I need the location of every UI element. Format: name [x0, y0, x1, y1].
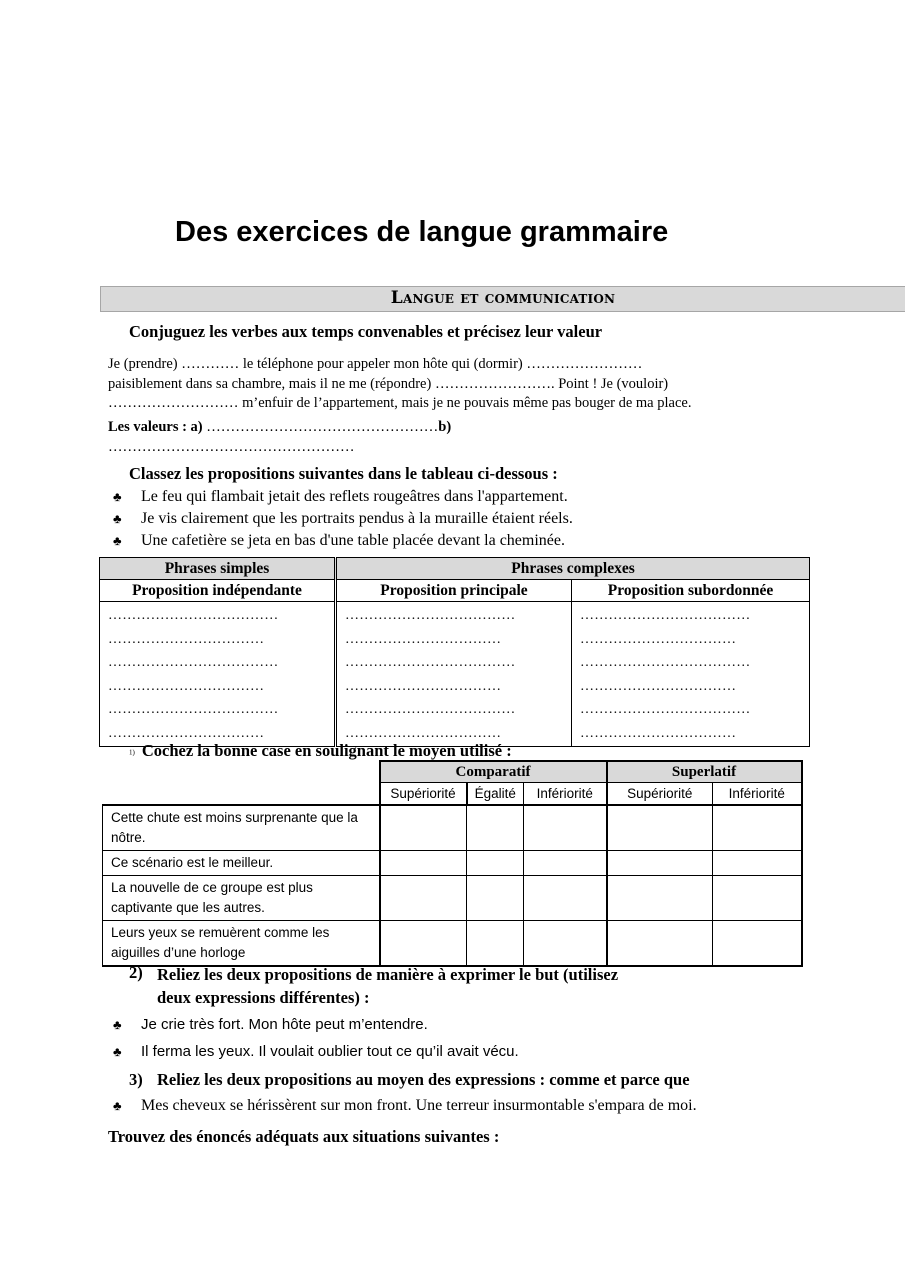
- sentence-label: Leurs yeux se remuèrent comme les aiguilles d’une horloge: [103, 921, 380, 967]
- check-cell[interactable]: [607, 921, 713, 967]
- subcol-superlatif-superiorite: Supériorité: [607, 783, 713, 806]
- classification-table: [99, 557, 810, 747]
- list-item: ♣ Mes cheveux se hérissèrent sur mon front. Une terreur insurmontable s'empara de moi.: [113, 1095, 697, 1117]
- table-row: [103, 851, 802, 876]
- comparison-table: [102, 760, 803, 967]
- list-item: ♣ Il ferma les yeux. Il voulait oublier tout ce qu’il avait vécu.: [113, 1038, 519, 1065]
- check-cell[interactable]: [467, 921, 524, 967]
- section-band: [100, 286, 905, 312]
- exercise-4-heading: Reliez les deux propositions de manière à exprimer le but (utilisez deux expressions différentes) :: [157, 965, 619, 1007]
- sentence-label: Ce scénario est le meilleur.: [103, 851, 380, 876]
- exercise-6-heading: Trouvez des énoncés adéquats aux situations suivantes :: [108, 1127, 500, 1146]
- club-icon: ♣: [113, 489, 122, 504]
- exercise-3-heading: Cochez la bonne case en soulignant le moyen utilisé :: [141, 741, 512, 760]
- check-cell[interactable]: [607, 876, 713, 921]
- check-cell[interactable]: [467, 876, 524, 921]
- exercise-1-heading: Conjuguez les verbes aux temps convenables et précisez leur valeur: [129, 322, 603, 341]
- check-cell[interactable]: [713, 876, 802, 921]
- subcol-comparatif-inferiorite: Infériorité: [524, 783, 607, 806]
- check-cell[interactable]: [467, 851, 524, 876]
- check-cell[interactable]: [524, 851, 607, 876]
- valeurs-block: [108, 418, 451, 457]
- exercise-2-heading: Classez les propositions suivantes dans le tableau ci-dessous :: [129, 464, 558, 483]
- exercise-3-heading-row: [129, 741, 512, 761]
- exercise-5-heading: Reliez les deux propositions au moyen des expressions : comme et parce que: [157, 1070, 690, 1089]
- header-phrases-complexes: Phrases complexes: [336, 558, 810, 580]
- section-band-label: Langue et communication: [390, 288, 616, 308]
- check-cell[interactable]: [467, 805, 524, 851]
- check-cell[interactable]: [524, 805, 607, 851]
- table-row: [103, 805, 802, 851]
- check-cell[interactable]: [524, 876, 607, 921]
- check-cell[interactable]: [713, 851, 802, 876]
- sentence-label: La nouvelle de ce groupe est plus captivante que les autres.: [103, 876, 380, 921]
- col-proposition-subordonnee: Proposition subordonnée: [572, 580, 810, 602]
- exercise-1-line: Je (prendre) ………… le téléphone pour appeler mon hôte qui (dormir) ……………………: [108, 356, 643, 372]
- valeurs-dots-b: ……………………………………………: [108, 438, 355, 455]
- table-row: [103, 921, 802, 967]
- list-item: ♣ Je vis clairement que les portraits pendus à la muraille étaient réels.: [113, 508, 573, 530]
- club-icon: ♣: [113, 511, 122, 526]
- exercise-2-bullets: [113, 486, 573, 552]
- answer-cell-principale[interactable]: ……………………………… …………………………… ……………………………… …………………………… ……………………………… ……………………………: [336, 602, 572, 747]
- check-cell[interactable]: [713, 921, 802, 967]
- group-superlatif: Superlatif: [607, 761, 802, 783]
- exercise-5-bullets: [113, 1095, 697, 1117]
- check-cell[interactable]: [607, 851, 713, 876]
- check-cell[interactable]: [380, 851, 467, 876]
- header-phrases-simples: Phrases simples: [100, 558, 336, 580]
- club-icon: ♣: [113, 1044, 122, 1059]
- subcol-comparatif-egalite: Égalité: [467, 783, 524, 806]
- club-icon: ♣: [113, 1098, 122, 1113]
- exercise-4-number: 2): [129, 963, 143, 982]
- exercise-1-line: ……………………… m’enfuir de l’appartement, mais je ne pouvais même pas bouger de ma place.: [108, 395, 692, 411]
- check-cell[interactable]: [524, 921, 607, 967]
- check-cell[interactable]: [380, 921, 467, 967]
- exercise-1-line: paisiblement dans sa chambre, mais il ne me (répondre) ……………………. Point ! Je (vouloir): [108, 375, 669, 392]
- answer-cell-subordonnee[interactable]: ……………………………… …………………………… ……………………………… …………………………… ……………………………… ……………………………: [572, 602, 810, 747]
- col-proposition-principale: Proposition principale: [336, 580, 572, 602]
- check-cell[interactable]: [713, 805, 802, 851]
- exercise-5-number: 3): [129, 1070, 143, 1089]
- club-icon: ♣: [113, 1017, 122, 1032]
- check-cell[interactable]: [380, 805, 467, 851]
- col-proposition-independante: Proposition indépendante: [100, 580, 336, 602]
- exercise-1-text: [108, 355, 691, 414]
- page-title: Des exercices de langue grammaire: [175, 216, 669, 248]
- valeurs-dots-a: …………………………………………: [202, 419, 439, 435]
- check-cell[interactable]: [607, 805, 713, 851]
- list-item: ♣ Le feu qui flambait jetait des reflets rougeâtres dans l'appartement.: [113, 486, 573, 508]
- group-comparatif: Comparatif: [380, 761, 607, 783]
- table-row: [103, 876, 802, 921]
- club-icon: ♣: [113, 533, 122, 548]
- sentence-label: Cette chute est moins surprenante que la nôtre.: [103, 805, 380, 851]
- exercise-3-marker: 1): [129, 748, 135, 757]
- list-item: ♣ Je crie très fort. Mon hôte peut m’entendre.: [113, 1011, 519, 1038]
- valeurs-label: Les valeurs : a): [108, 419, 203, 435]
- check-cell[interactable]: [380, 876, 467, 921]
- subcol-superlatif-inferiorite: Infériorité: [713, 783, 802, 806]
- valeurs-b-label: b): [438, 419, 452, 435]
- answer-cell-independante[interactable]: ……………………………… …………………………… ……………………………… …………………………… ……………………………… ……………………………: [100, 602, 336, 747]
- exercise-4-bullets: [113, 1011, 519, 1065]
- list-item: ♣ Une cafetière se jeta en bas d'une table placée devant la cheminée.: [113, 530, 573, 552]
- subcol-comparatif-superiorite: Supériorité: [380, 783, 467, 806]
